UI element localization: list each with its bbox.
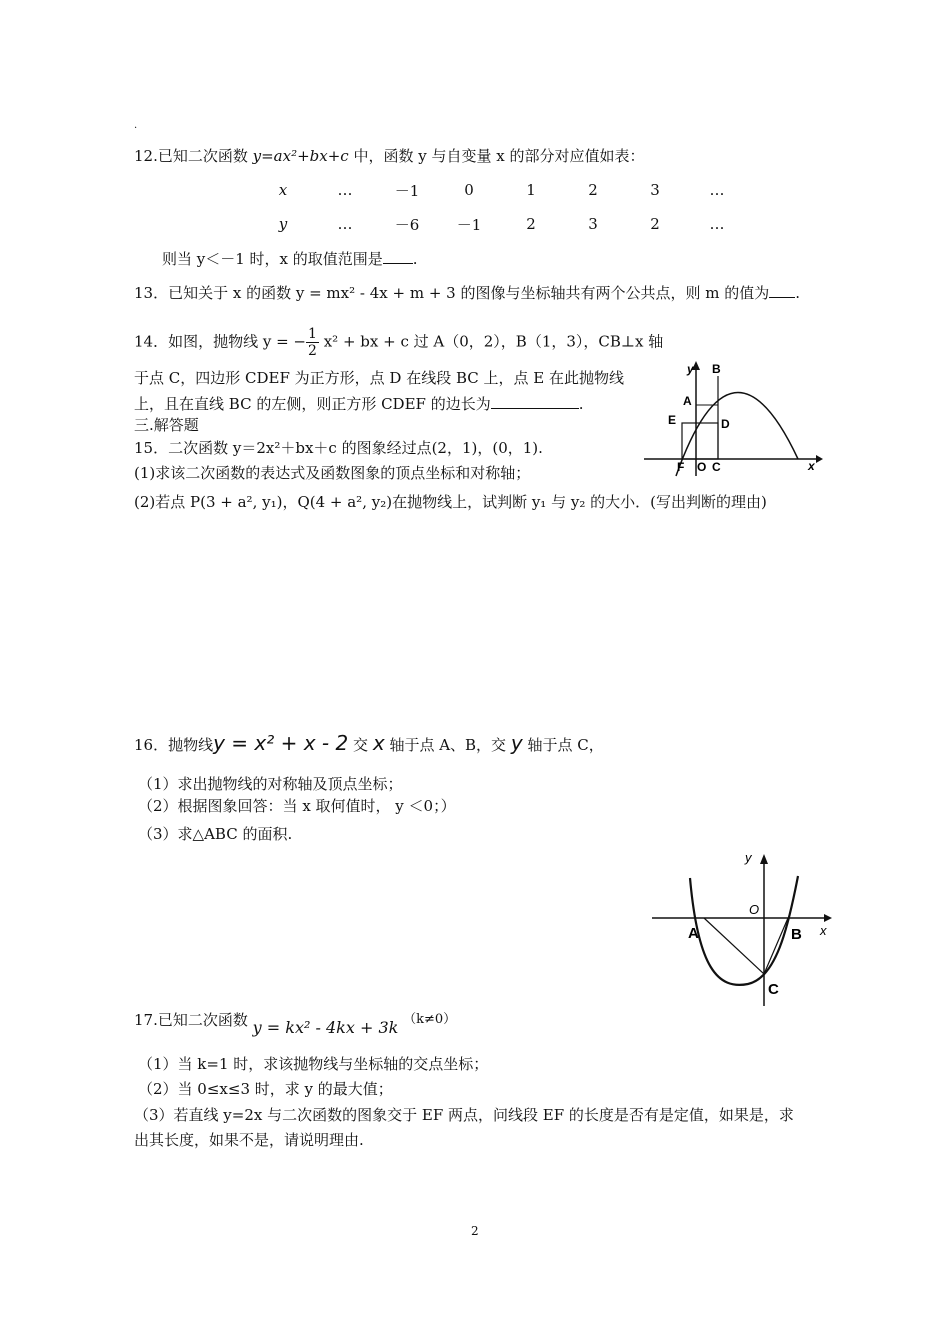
- q12-prefix: 12.已知二次函数: [134, 147, 253, 165]
- table-cell: 2: [588, 181, 598, 199]
- answer-blank: [491, 394, 579, 409]
- table-cell: y: [278, 215, 288, 233]
- q12-function: y=ax²+bx+c: [252, 147, 349, 165]
- q12-stem: [134, 146, 644, 166]
- table-cell: …: [709, 215, 725, 233]
- q13-end: .: [795, 284, 801, 302]
- q17-part3-line1: （3）若直线 y=2x 与二次函数的图象交于 EF 两点，问线段 EF 的长度是否有是定值，如果是，求: [134, 1106, 794, 1124]
- table-cell: 3: [650, 181, 660, 199]
- label-f: F: [677, 460, 685, 474]
- answer-blank: [769, 283, 795, 298]
- label-b: B: [791, 926, 802, 943]
- table-cell: …: [337, 181, 353, 199]
- label-x: x: [820, 923, 827, 938]
- q16-mid3: 轴于点 C，: [527, 736, 604, 754]
- parabola-curve: [676, 393, 798, 476]
- table-row: [252, 207, 748, 241]
- parabola-curve: [690, 876, 798, 985]
- page-number: 2: [471, 1224, 479, 1238]
- segment-ac: [704, 918, 764, 974]
- q14-parabola-figure: [640, 358, 825, 478]
- q14-line1: [134, 326, 663, 359]
- q16-part2: （2）根据图象回答：当 x 取何值时， y ＜0；）: [138, 797, 456, 815]
- label-o: O: [749, 902, 760, 917]
- q17-function: y = kx² - 4kx + 3k: [252, 1018, 399, 1037]
- q17-condition: （k≠0）: [403, 1012, 457, 1027]
- q16-var-y: y: [510, 731, 523, 755]
- q12-ask: 则当 y＜－1 时，x 的取值范围是: [162, 250, 383, 268]
- q16-part3: （3）求△ABC 的面积.: [138, 825, 293, 843]
- table-cell: …: [709, 181, 725, 199]
- label-y: y: [745, 850, 752, 865]
- q16-stem: [134, 730, 604, 758]
- label-e: E: [668, 413, 677, 427]
- label-o: O: [697, 460, 707, 474]
- section-heading: 三.解答题: [134, 416, 199, 434]
- q17-part3-line2: 出其长度，如果不是，请说明理由.: [134, 1131, 364, 1149]
- label-d: D: [721, 417, 730, 431]
- square-cdef: [682, 423, 718, 459]
- fraction-denominator: 2: [308, 343, 317, 359]
- q16-var-x: x: [372, 731, 385, 755]
- q15-line3: (2)若点 P(3 + a², y₁)，Q(4 + a², y₂)在抛物线上，试判断 y₁ 与 y₂ 的大小．(写出判断的理由): [134, 493, 767, 511]
- q14-prefix: 14．如图，抛物线 y = −: [134, 332, 307, 351]
- q14-line3-end: .: [578, 395, 584, 413]
- q12-ask-end: .: [412, 250, 418, 268]
- table-cell: 3: [588, 215, 598, 233]
- q16-parabola-figure: [648, 848, 838, 1008]
- q14-line3: [134, 394, 584, 414]
- q15-line1: 15．二次函数 y＝2x²＋bx＋c 的图象经过点(2，1)，(0，1).: [134, 439, 543, 457]
- q17-stem: [134, 1010, 457, 1037]
- fraction-numerator: 1: [308, 326, 317, 342]
- y-axis-arrow: [760, 854, 768, 864]
- label-c: C: [768, 981, 779, 998]
- q13-stem: [134, 283, 800, 303]
- q15-line2: (1)求该二次函数的表达式及函数图象的顶点坐标和对称轴；: [134, 464, 531, 482]
- answer-blank: [383, 249, 413, 264]
- top-mark: .: [134, 120, 138, 131]
- table-row: [252, 173, 748, 207]
- table-cell: －1: [394, 181, 420, 200]
- label-a: A: [683, 394, 692, 408]
- q14-line2: 于点 C，四边形 CDEF 为正方形，点 D 在线段 BC 上，点 E 在此抛物线: [134, 369, 625, 387]
- q17-part1: （1）当 k=1 时，求该抛物线与坐标轴的交点坐标；: [138, 1055, 489, 1073]
- x-axis-arrow: [816, 455, 823, 463]
- q14-line3-text: 上，且在直线 BC 的左侧，则正方形 CDEF 的边长为: [134, 395, 491, 413]
- table-cell: －1: [456, 215, 482, 234]
- table-cell: x: [278, 181, 288, 199]
- x-axis-arrow: [824, 914, 832, 922]
- label-x: x: [808, 459, 815, 473]
- q16-mid1: 交: [353, 736, 369, 754]
- q12-question: [162, 249, 418, 269]
- table-cell: 2: [526, 215, 536, 233]
- q12-suffix: 中，函数 y 与自变量 x 的部分对应值如表：: [348, 147, 645, 165]
- q13-text: 13．已知关于 x 的函数 y = mx² - 4x + m + 3 的图像与坐标轴共有两个公共点，则 m 的值为: [134, 284, 770, 302]
- q17-part2: （2）当 0≤x≤3 时，求 y 的最大值；: [138, 1080, 393, 1098]
- table-cell: －6: [394, 215, 420, 234]
- table-cell: 1: [526, 181, 536, 199]
- segment-bc: [764, 918, 788, 974]
- q16-part1: （1）求出抛物线的对称轴及顶点坐标；: [138, 775, 403, 793]
- fraction-one-half: [306, 326, 319, 359]
- q17-prefix: 17.已知二次函数: [134, 1011, 248, 1029]
- q12-value-table: [252, 173, 748, 241]
- q16-mid2: 轴于点 A、B，交: [389, 736, 507, 754]
- q14-mid: x² + bx + c 过 A（0，2），B（1，3），CB⊥x 轴: [318, 332, 664, 351]
- table-cell: 0: [464, 181, 474, 199]
- label-c: C: [712, 460, 721, 474]
- label-a: A: [688, 925, 699, 942]
- table-cell: 2: [650, 215, 660, 233]
- label-y: y: [687, 362, 694, 376]
- table-cell: …: [337, 215, 353, 233]
- q16-prefix: 16．抛物线: [134, 736, 214, 754]
- label-b: B: [712, 362, 721, 376]
- q16-function: y = x² + x - 2: [213, 731, 349, 755]
